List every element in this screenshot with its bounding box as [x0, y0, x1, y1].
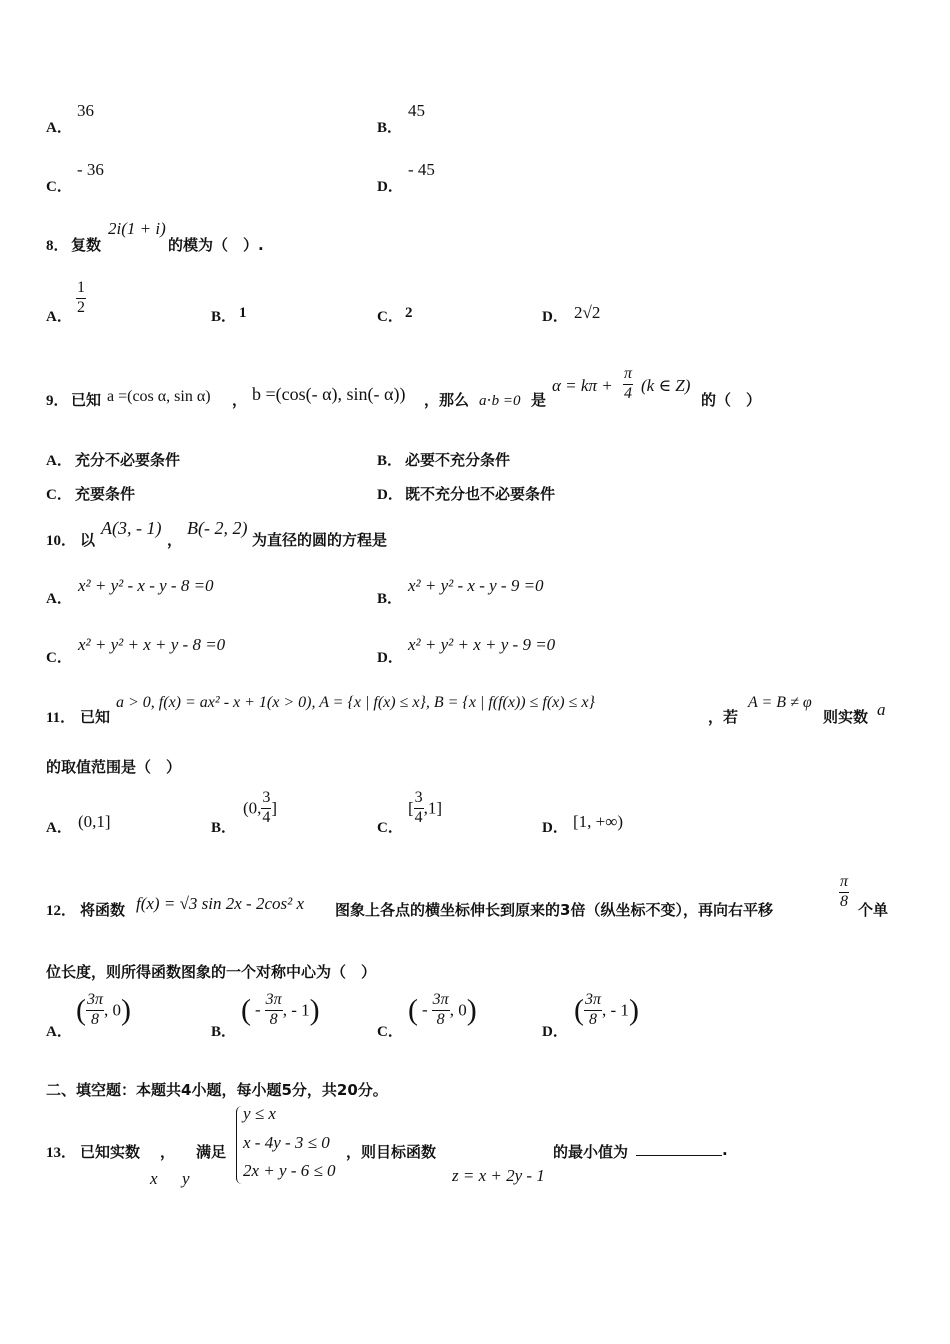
q11-option-b-label: B． — [211, 820, 237, 836]
q8-stem-post: 的模为（ ）. — [168, 236, 264, 254]
q7-option-b-value: 45 — [408, 101, 425, 120]
q12-pi: π — [839, 874, 849, 893]
q10-text-1: 以 — [80, 531, 96, 549]
q12-option-a-num: 3π — [86, 992, 104, 1011]
q13-system-line-2: x - 4y - 3 ≤ 0 — [243, 1133, 330, 1152]
q10-option-b-value: x² + y² - x - y - 9 =0 — [408, 576, 544, 595]
q13-end-period: . — [722, 1141, 728, 1159]
q12-option-d-tail: , - 1 — [602, 1000, 629, 1020]
q10-point-a: A(3, - 1) — [101, 518, 162, 538]
q9-option-a-text: 充分不必要条件 — [75, 451, 181, 469]
q12-option-d-den: 8 — [589, 1010, 597, 1028]
q11-option-c-pre: [ — [408, 798, 414, 818]
q11-option-c-label: C． — [377, 820, 403, 836]
q9-four: 4 — [624, 384, 632, 402]
section-2-heading: 二、填空题：本题共4小题，每小题5分，共20分。 — [46, 1081, 388, 1099]
q12-option-b-sign: - — [255, 1000, 261, 1020]
q12-option-b-den: 8 — [269, 1010, 278, 1028]
q12-option-a-label: A． — [46, 1024, 72, 1040]
q8-number: 8． — [46, 238, 69, 254]
q8-option-c-label: C． — [377, 309, 403, 325]
q8-option-d-label: D． — [542, 309, 568, 325]
q12-option-c-sign: - — [422, 1000, 428, 1020]
q8-option-d-value: 2√2 — [574, 303, 601, 322]
q12-number: 12． — [46, 903, 77, 919]
q11-option-d-value: [1, +∞) — [573, 812, 624, 831]
q8-stem-pre: 复数 — [71, 236, 102, 254]
q11-option-c-expr — [408, 790, 442, 827]
q13-system-line-1: y ≤ x — [243, 1104, 276, 1123]
q12-option-c-label: C． — [377, 1024, 403, 1040]
q11-option-c-den: 4 — [414, 808, 423, 826]
q13-var-x: x — [150, 1169, 158, 1188]
q8-option-b-label: B． — [211, 309, 237, 325]
q9-number: 9． — [46, 393, 69, 409]
q10-option-d-value: x² + y² + x + y - 9 =0 — [408, 635, 556, 654]
q12-option-d-label: D． — [542, 1024, 568, 1040]
q11-expression: a > 0, f(x) = ax² - x + 1(x > 0), A = {x | f(x) ≤ x}, B = {x | f(f(x)) ≤ f(x) ≤ x} — [116, 694, 595, 711]
q10-point-b: B(- 2, 2) — [187, 518, 248, 538]
q13-var-y: y — [182, 1169, 190, 1188]
q8-option-a-label: A． — [46, 309, 72, 325]
q12-option-b-num: 3π — [265, 992, 283, 1011]
q9-text-3: 是 — [531, 391, 547, 409]
q9-alpha-pre: α = kπ + — [552, 376, 613, 395]
q11-option-d-label: D． — [542, 820, 568, 836]
q11-var-a: a — [877, 700, 886, 719]
q13-answer-blank[interactable] — [636, 1141, 722, 1160]
q9-option-b-text: 必要不充分条件 — [405, 451, 511, 469]
q12-option-c-expr: ( - $\frac{3\pi}{8}$ , 0) — [408, 991, 477, 1028]
q9-option-d-label: D． — [377, 487, 403, 503]
q13-comma: ， — [160, 1143, 176, 1161]
q10-option-b-label: B． — [377, 591, 403, 607]
q7-option-a-value: 36 — [77, 101, 94, 120]
q10-option-a-label: A． — [46, 591, 72, 607]
q11-option-b-num: 3 — [261, 790, 271, 809]
q8-expression: 2i(1 + i) — [108, 219, 166, 238]
q9-option-c-label: C． — [46, 487, 72, 503]
q12-option-a-tail: , 0 — [104, 1000, 122, 1020]
q12-option-d-num: 3π — [584, 992, 602, 1011]
q12-text-3: 个单 — [858, 901, 889, 919]
q9-text-2: ，那么 — [424, 391, 470, 409]
q13-system-line-3: 2x + y - 6 ≤ 0 — [243, 1161, 336, 1180]
q11-option-a-label: A． — [46, 820, 72, 836]
q13-text-1: 已知实数 — [80, 1143, 141, 1161]
q7-option-d-value: - 45 — [408, 160, 435, 179]
q9-text-4: 的（ ） — [701, 391, 762, 409]
q7-option-b-label: B． — [377, 120, 403, 136]
q12-expression: f(x) = √3 sin 2x - 2cos² x — [136, 894, 304, 913]
q10-option-a-value: x² + y² - x - y - 8 =0 — [78, 576, 214, 595]
q11-option-b-expr — [243, 790, 277, 827]
q11-option-b-den: 4 — [262, 808, 271, 826]
q9-alpha-post: (k ∈ Z) — [641, 376, 691, 395]
q8-option-b-value: 1 — [239, 305, 247, 321]
q11-option-c-num: 3 — [414, 790, 424, 809]
q9-pi-over-4 — [623, 366, 633, 403]
q12-option-c-num: 3π — [432, 992, 450, 1011]
q12-line-2: 位长度，则所得函数图象的一个对称中心为（ ） — [46, 963, 377, 981]
q10-option-c-label: C． — [46, 650, 72, 666]
q11-condition: A = B ≠ φ — [748, 694, 812, 711]
q12-text-1: 将函数 — [80, 901, 126, 919]
q8-option-c-value: 2 — [405, 305, 413, 321]
q12-option-a-den: 8 — [91, 1010, 99, 1028]
q11-option-a-value: (0,1] — [78, 812, 111, 831]
q12-option-b-tail: , - 1 — [282, 1000, 310, 1020]
q11-option-b-pre: (0, — [243, 798, 262, 818]
q11-text-3: 则实数 — [823, 708, 869, 726]
q9-pi: π — [623, 366, 633, 385]
q7-option-c-label: C． — [46, 179, 72, 195]
q9-vector-a: a =(cos α, sin α) — [107, 388, 211, 405]
q13-text-2: 满足 — [196, 1143, 227, 1161]
q11-option-b-post: ] — [271, 798, 278, 818]
q9-option-c-text: 充要条件 — [75, 485, 136, 503]
q12-eight: 8 — [840, 892, 848, 910]
q12-option-d-expr: ( $\frac{3\pi}{8}$ , - 1) — [574, 991, 639, 1028]
q7-option-a-label: A． — [46, 120, 72, 136]
q13-number: 13． — [46, 1145, 77, 1161]
q12-text-2: 图象上各点的横坐标伸长到原来的3倍（纵坐标不变），再向右平移 — [335, 901, 773, 919]
q8-option-a-fraction — [76, 280, 86, 317]
q13-text-3: ，则目标函数 — [346, 1143, 437, 1161]
q11-number: 11． — [46, 710, 76, 726]
q12-option-b-label: B． — [211, 1024, 237, 1040]
q11-text-1: 已知 — [80, 708, 111, 726]
q7-option-c-value: - 36 — [77, 160, 104, 179]
q13-target-function: z = x + 2y - 1 — [452, 1166, 545, 1185]
q9-option-a-label: A． — [46, 453, 72, 469]
q9-dot-product: a⋅b =0 — [479, 393, 521, 409]
q9-text-1: 已知 — [71, 391, 102, 409]
q12-pi-over-8 — [839, 874, 849, 911]
q12-option-c-den: 8 — [436, 1010, 445, 1028]
q11-text-2: ，若 — [708, 708, 739, 726]
q8-option-a-den: 2 — [77, 298, 85, 316]
q10-text-2: 为直径的圆的方程是 — [252, 531, 388, 549]
q7-option-d-label: D． — [377, 179, 403, 195]
q13-system-brace — [236, 1106, 243, 1184]
q8-option-a-num: 1 — [76, 280, 86, 299]
q9-option-d-text: 既不充分也不必要条件 — [405, 485, 556, 503]
q9-vector-b: b =(cos(- α), sin(- α)) — [252, 384, 406, 404]
q10-option-c-value: x² + y² + x + y - 8 =0 — [78, 635, 226, 654]
q10-comma: ， — [167, 531, 183, 549]
q10-option-d-label: D． — [377, 650, 403, 666]
q11-line-2: 的取值范围是（ ） — [46, 758, 182, 776]
q12-option-a-expr: ( $\frac{3\pi}{8}$ , 0) — [76, 991, 132, 1028]
q9-comma: ， — [232, 391, 248, 409]
q9-option-b-label: B． — [377, 453, 403, 469]
q10-number: 10． — [46, 533, 77, 549]
q13-text-4: 的最小值为 — [553, 1143, 629, 1161]
q12-option-c-tail: , 0 — [449, 1000, 467, 1020]
q12-option-b-expr: ( - $\frac{3\pi}{8}$ , - 1) — [241, 991, 320, 1028]
q11-option-c-post: ,1] — [423, 798, 443, 818]
